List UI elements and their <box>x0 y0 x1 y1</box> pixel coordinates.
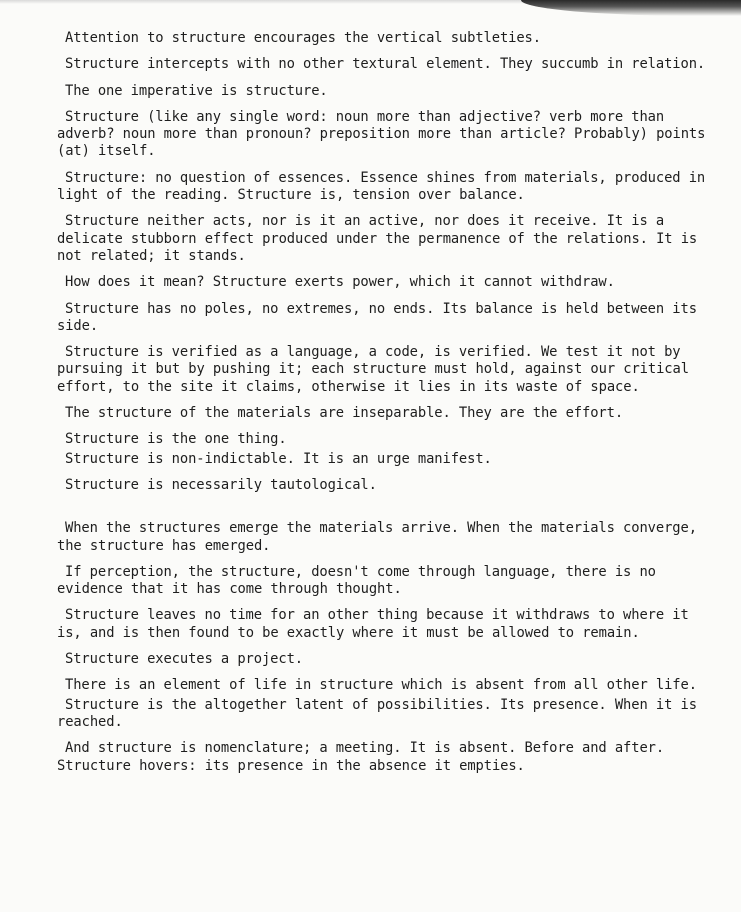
paragraph-20: And structure is nomenclature; a meeting. It is absent. Before and after. Structure hovers: its presence in the absence it empties. <box>57 740 673 774</box>
paragraph-11: Structure is the one thing. <box>65 431 287 448</box>
paragraph-18: There is an element of life in structure which is absent from all other life. <box>65 677 697 694</box>
paragraph-2: Structure intercepts with no other textural element. They succumb in relation. <box>65 56 706 73</box>
paragraph-9: Structure is verified as a language, a code, is verified. We test it not by pursuing it but by pushing it; each structure must hold, against our critical effort, to the site it claims, otherwise it lies in its waste of space. <box>57 344 698 395</box>
paragraph-8: Structure has no poles, no extremes, no ends. Its balance is held between its side. <box>57 300 706 334</box>
paragraph-1: Attention to structure encourages the vertical subtleties. <box>65 30 541 46</box>
paragraph-10: The structure of the materials are inseparable. They are the effort. <box>65 405 624 422</box>
paragraph-6: Structure neither acts, nor is it an active, nor does it receive. It is a delicate stubborn effect produced under the permanence of the relations. It is not related; it stands. <box>57 213 706 264</box>
paragraph-3: The one imperative is structure. <box>65 82 328 99</box>
paragraph-19: Structure is the altogether latent of possibilities. Its presence. When it is reached. <box>57 696 706 730</box>
paragraph-17: Structure executes a project. <box>65 651 303 668</box>
paragraph-5: Structure: no question of essences. Essence shines from materials, produced in light of the reading. Structure is, tension over balance. <box>57 169 714 204</box>
paragraph-16: Structure leaves no time for an other thing because it withdraws to where it is, and is then found to be exactly where it must be allowed to remain. <box>57 607 697 641</box>
paragraph-15: If perception, the structure, doesn't come through language, there is no evidence that it has come through thought. <box>57 563 665 598</box>
paragraph-14: When the structures emerge the materials arrive. When the materials converge, the structure has emerged. <box>57 520 706 554</box>
paragraph-12: Structure is non-indictable. It is an urge manifest. <box>65 450 492 467</box>
scan-shadow-corner <box>521 0 741 16</box>
typewritten-page <box>57 30 717 775</box>
paragraph-4: Structure (like any single word: noun more than adjective? verb more than adverb? noun more than pronoun? preposition more than article? Probably) points (at) itself. <box>57 108 714 160</box>
paragraph-7: How does it mean? Structure exerts power, which it cannot withdraw. <box>65 274 615 291</box>
paragraph-13: Structure is necessarily tautological. <box>65 476 377 493</box>
